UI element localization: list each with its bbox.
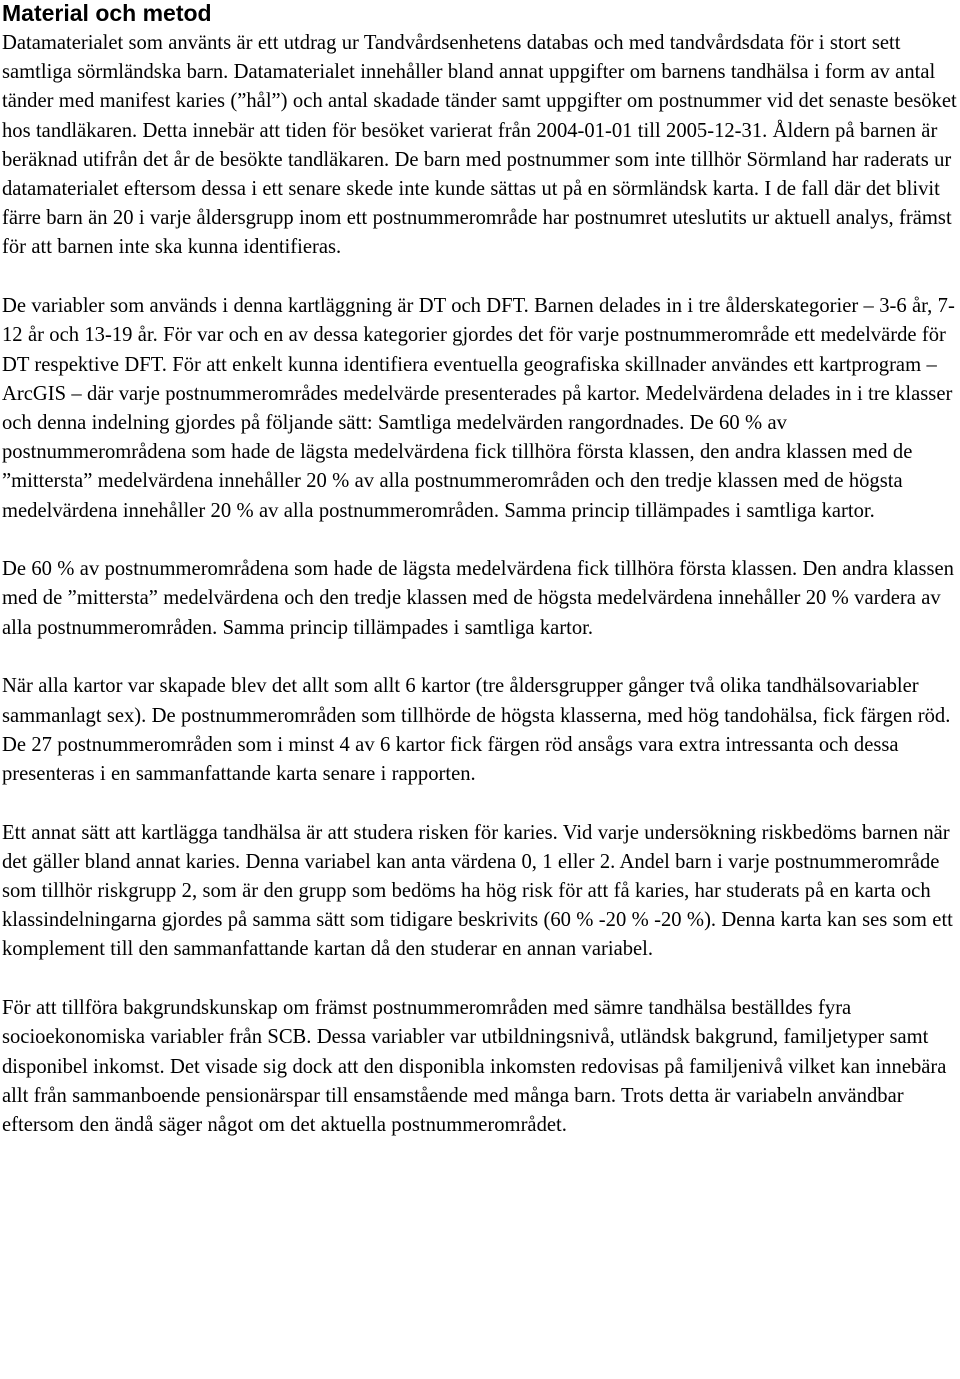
paragraph-risk-assessment: Ett annat sätt att kartlägga tandhälsa är att studera risken för karies. Vid varje undersökning riskbedöms barnen när det gäller bland annat karies. Denna variabel kan anta värdena 0, 1 eller 2. Andel barn i varje postnummerområde som tillhör riskgrupp 2, som är den grupp som bedöms ha hög risk för att få karies, har studerats på en karta och klassindelningarna gjordes på samma sätt som tidigare beskrivits (60 % -20 % -20 %). Denna karta kan ses som ett komplement till den sammanfattande kartan då den studerar en annan variabel. bbox=[2, 821, 953, 961]
paragraph-data-source: Datamaterialet som använts är ett utdrag ur Tandvårdsenhetens databas och med tandvårdsdata för i stort sett samtliga sörmländska barn. Datamaterialet innehåller bland annat uppgifter om barnens tandhälsa i form av antal tänder med manifest karies (”hål”) och antal skadade tänder samt uppgifter om postnummer vid det senaste besöket hos tandläkaren. Detta innebär att tiden för besöket varierat från 2004-01-01 till 2005-12-31. Åldern på barnen är beräknad utifrån det år de besökte tandläkaren. De barn med postnummer som inte tillhör Sörmland har raderats ur datamaterialet eftersom dessa i ett senare skede inte kunde sättas ut på en sörmländsk karta. I de fall där det blivit färre barn än 20 i varje åldersgrupp inom ett postnummerområde har postnumret uteslutits ur aktuell analys, främst för att barnen inte ska kunna identifieras. bbox=[2, 32, 957, 259]
paragraph-socioeconomic-variables: För att tillföra bakgrundskunskap om främst postnummerområden med sämre tandhälsa beställdes fyra socioekonomiska variabler från SCB. Dessa variabler var utbildningsnivå, utländsk bakgrund, familjetyper samt disponibel inkomst. Det visade sig dock att den disponibla inkomsten redovisas på familjenivå vilket kan innebära allt från sammanboende pensionärspar till ensamstående med många barn. Trots detta är variabeln användbar eftersom den ändå säger något om det aktuella postnummerområdet. bbox=[2, 997, 947, 1136]
paragraph-class-summary: De 60 % av postnummerområdena som hade de lägsta medelvärdena fick tillhöra första klassen. Den andra klassen med de ”mittersta” medelvärdena och den tredje klassen med de högsta medelvärdena innehåller 20 % vardera av alla postnummerområden. Samma princip tillämpades i samtliga kartor. bbox=[2, 558, 954, 639]
paragraph-maps-summary: När alla kartor var skapade blev det allt som allt 6 kartor (tre åldersgrupper gånger två olika tandhälsovariabler sammanlagt sex). De postnummerområden som tillhörde de högsta klasserna, med hög tandohälsa, fick färgen röd. De 27 postnummerområden som i minst 4 av 6 kartor fick färgen röd ansågs vara extra intressanta och dessa presenteras i en sammanfattande karta senare i rapporten. bbox=[2, 675, 951, 785]
section-heading: Material och metod bbox=[2, 0, 212, 26]
paragraph-variables-classes: De variabler som används i denna kartläggning är DT och DFT. Barnen delades in i tre ålderskategorier – 3-6 år, 7-12 år och 13-19 år. För var och en av dessa kategorier gjordes det för varje postnummerområde ett medelvärde för DT respektive DFT. För att enkelt kunna identifiera eventuella geografiska skillnader användes ett kartprogram – ArcGIS – där varje postnummerområdes medelvärde presenterades på kartor. Medelvärdena delades in i tre klasser och denna indelning gjordes på följande sätt: Samtliga medelvärden rangordnades. De 60 % av postnummerområdena som hade de lägsta medelvärdena fick tillhöra första klassen, den andra klassen med de ”mittersta” medelvärdena innehåller 20 % av alla postnummerområden och den tredje klassen med de högsta medelvärdena innehåller 20 % av alla postnummerområden. Samma princip tillämpades i samtliga kartor. bbox=[2, 295, 955, 522]
